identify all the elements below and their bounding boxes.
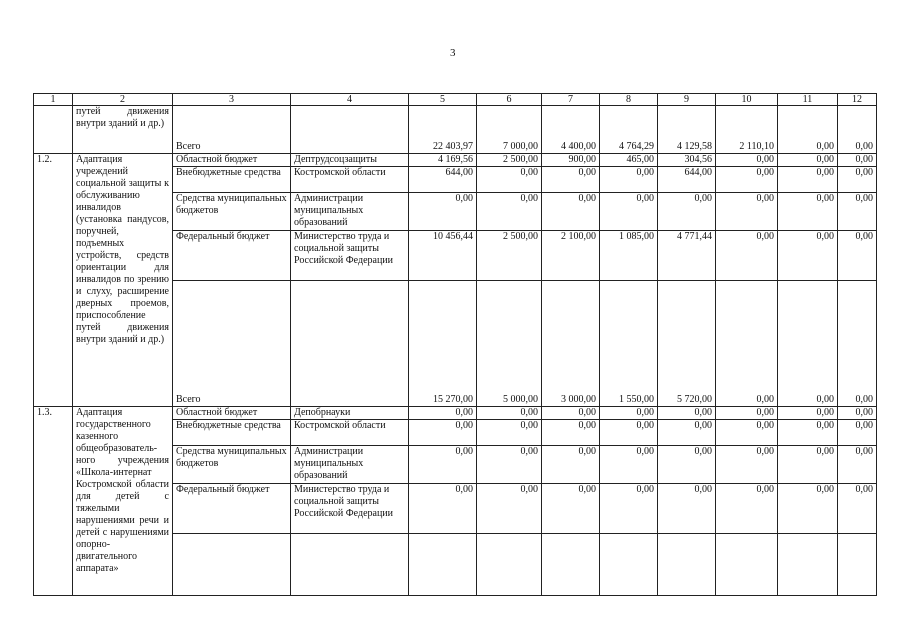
funding-source: Федеральный бюджет	[173, 231, 291, 281]
value-cell: 0,00	[716, 167, 778, 193]
value-cell: 0,00	[716, 407, 778, 420]
table-row	[34, 106, 877, 154]
value-cell: 0,00	[658, 420, 716, 446]
value-cell: 0,00	[600, 420, 658, 446]
value-cell: 4 771,44	[658, 231, 716, 281]
executor: Министерство труда и социальной защиты Российской Федерации	[291, 484, 409, 534]
value-cell	[658, 534, 716, 596]
value-cell: 1 085,00	[600, 231, 658, 281]
value-cell: 304,56	[658, 154, 716, 167]
value-cell: 0,00	[477, 446, 542, 484]
value-cell: 5 720,00	[658, 281, 716, 407]
value-cell: 0,00	[778, 281, 838, 407]
value-cell: 0,00	[838, 167, 877, 193]
funding-source: Внебюджетные средства	[173, 420, 291, 446]
value-cell: 2 100,00	[542, 231, 600, 281]
value-cell: 0,00	[716, 446, 778, 484]
value-cell: 0,00	[716, 484, 778, 534]
value-cell: 0,00	[542, 407, 600, 420]
value-cell: 4 764,29	[600, 106, 658, 154]
value-cell: 0,00	[838, 231, 877, 281]
funding-source: Всего	[173, 106, 291, 154]
header-cell: 12	[838, 94, 877, 106]
value-cell: 0,00	[409, 407, 477, 420]
value-cell: 0,00	[778, 167, 838, 193]
value-cell: 10 456,44	[409, 231, 477, 281]
value-cell: 0,00	[778, 446, 838, 484]
value-cell: 0,00	[600, 193, 658, 231]
value-cell: 7 000,00	[477, 106, 542, 154]
value-cell: 0,00	[778, 154, 838, 167]
funding-source: Всего	[173, 281, 291, 407]
value-cell: 644,00	[409, 167, 477, 193]
measure-description: путей движения внутри зданий и др.)	[73, 106, 173, 154]
funding-source: Областной бюджет	[173, 154, 291, 167]
header-cell: 7	[542, 94, 600, 106]
funding-source: Внебюджетные средства	[173, 167, 291, 193]
value-cell: 5 000,00	[477, 281, 542, 407]
value-cell: 0,00	[477, 193, 542, 231]
executor	[291, 106, 409, 154]
value-cell: 4 129,58	[658, 106, 716, 154]
value-cell: 0,00	[477, 420, 542, 446]
value-cell: 465,00	[600, 154, 658, 167]
header-cell: 3	[173, 94, 291, 106]
header-cell: 11	[778, 94, 838, 106]
header-cell: 6	[477, 94, 542, 106]
executor: Администрации муниципальных образований	[291, 446, 409, 484]
value-cell	[600, 534, 658, 596]
financing-table	[33, 93, 877, 596]
value-cell: 2 500,00	[477, 231, 542, 281]
value-cell: 0,00	[409, 193, 477, 231]
value-cell: 22 403,97	[409, 106, 477, 154]
row-number: 1.3.	[34, 407, 73, 596]
table-row	[34, 154, 877, 167]
value-cell: 0,00	[542, 167, 600, 193]
value-cell	[838, 534, 877, 596]
value-cell: 0,00	[600, 446, 658, 484]
measure-description: Адаптация государственного казенного общеобразователь-ного учреждения «Школа-интернат Костромской области для детей с тяжелыми нарушениями речи и детей с нарушениями опорно-двигательного аппарата»	[73, 407, 173, 596]
value-cell: 0,00	[658, 446, 716, 484]
header-row	[34, 94, 877, 106]
page-number: 3	[450, 47, 456, 59]
value-cell: 0,00	[600, 407, 658, 420]
header-cell: 9	[658, 94, 716, 106]
table-row	[34, 407, 877, 420]
value-cell: 0,00	[600, 167, 658, 193]
header-cell: 1	[34, 94, 73, 106]
value-cell: 644,00	[658, 167, 716, 193]
value-cell: 0,00	[716, 231, 778, 281]
value-cell: 0,00	[658, 407, 716, 420]
value-cell: 2 500,00	[477, 154, 542, 167]
row-number	[34, 106, 73, 154]
value-cell	[477, 534, 542, 596]
funding-source: Федеральный бюджет	[173, 484, 291, 534]
value-cell: 0,00	[716, 420, 778, 446]
funding-source: Средства муниципальных бюджетов	[173, 446, 291, 484]
executor: Костромской области	[291, 167, 409, 193]
executor: Депобрнауки	[291, 407, 409, 420]
measure-description: Адаптация учреждений социальной защиты к обслуживанию инвалидов (установка пандусов, поручней, подъемных устройств, средств ориентации для инвалидов по зрению и слуху, расширение дверных проемов, приспособление путей движения внутри зданий и др.)	[73, 154, 173, 407]
value-cell: 0,00	[778, 231, 838, 281]
funding-source: Областной бюджет	[173, 407, 291, 420]
value-cell	[542, 534, 600, 596]
value-cell: 0,00	[600, 484, 658, 534]
value-cell: 0,00	[838, 281, 877, 407]
value-cell: 1 550,00	[600, 281, 658, 407]
header-cell: 10	[716, 94, 778, 106]
value-cell: 2 110,10	[716, 106, 778, 154]
value-cell: 0,00	[716, 193, 778, 231]
value-cell: 0,00	[542, 484, 600, 534]
value-cell: 4 169,56	[409, 154, 477, 167]
value-cell: 0,00	[838, 407, 877, 420]
value-cell: 0,00	[838, 446, 877, 484]
value-cell: 0,00	[838, 154, 877, 167]
value-cell: 4 400,00	[542, 106, 600, 154]
executor: Костромской области	[291, 420, 409, 446]
executor	[291, 281, 409, 407]
executor: Дептрудсоцзащиты	[291, 154, 409, 167]
value-cell: 0,00	[838, 484, 877, 534]
funding-source	[173, 534, 291, 596]
funding-source: Средства муниципальных бюджетов	[173, 193, 291, 231]
value-cell: 0,00	[716, 281, 778, 407]
value-cell: 3 000,00	[542, 281, 600, 407]
value-cell: 0,00	[409, 484, 477, 534]
value-cell: 0,00	[658, 484, 716, 534]
value-cell: 0,00	[778, 420, 838, 446]
executor	[291, 534, 409, 596]
executor: Администрации муниципальных образований	[291, 193, 409, 231]
value-cell: 900,00	[542, 154, 600, 167]
value-cell	[409, 534, 477, 596]
value-cell: 0,00	[778, 193, 838, 231]
value-cell: 0,00	[409, 420, 477, 446]
value-cell: 15 270,00	[409, 281, 477, 407]
value-cell: 0,00	[409, 446, 477, 484]
value-cell: 0,00	[716, 154, 778, 167]
value-cell: 0,00	[658, 193, 716, 231]
value-cell: 0,00	[838, 420, 877, 446]
value-cell: 0,00	[477, 407, 542, 420]
executor: Министерство труда и социальной защиты Российской Федерации	[291, 231, 409, 281]
value-cell: 0,00	[542, 193, 600, 231]
value-cell	[716, 534, 778, 596]
row-number: 1.2.	[34, 154, 73, 407]
value-cell: 0,00	[477, 167, 542, 193]
header-cell: 8	[600, 94, 658, 106]
value-cell: 0,00	[542, 420, 600, 446]
header-cell: 5	[409, 94, 477, 106]
header-cell: 2	[73, 94, 173, 106]
value-cell: 0,00	[778, 106, 838, 154]
value-cell: 0,00	[778, 484, 838, 534]
value-cell: 0,00	[542, 446, 600, 484]
value-cell: 0,00	[778, 407, 838, 420]
value-cell	[778, 534, 838, 596]
value-cell: 0,00	[477, 484, 542, 534]
header-cell: 4	[291, 94, 409, 106]
value-cell: 0,00	[838, 106, 877, 154]
value-cell: 0,00	[838, 193, 877, 231]
